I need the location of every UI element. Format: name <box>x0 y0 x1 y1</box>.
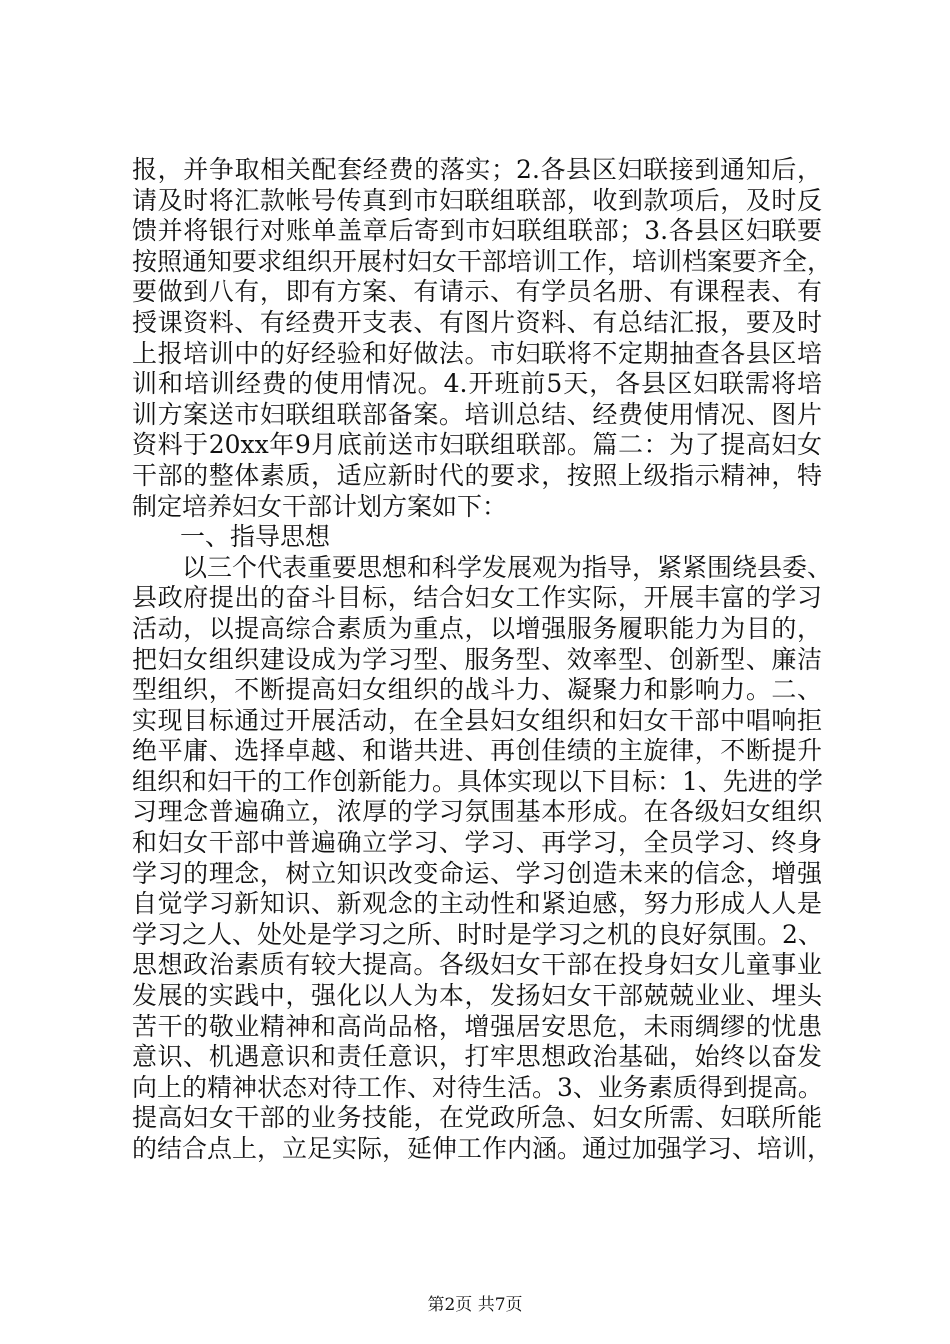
text-line: 的结合点上，立足实际，延伸工作内涵。通过加强学习、培训， <box>132 1134 833 1163</box>
text-line: 按照通知要求组织开展村妇女干部培训工作，培训档案要齐全， <box>132 246 833 276</box>
text-line: 实现目标通过开展活动，在全县妇女组织和妇女干部中唱响拒 <box>132 705 822 735</box>
text-line: 型组织，不断提高妇女组织的战斗力、凝聚力和影响力。二、 <box>132 675 822 705</box>
text-line: 训和培训经费的使用情况。4.开班前5天，各县区妇联需将培 <box>132 369 822 399</box>
text-line: 县政府提出的奋斗目标，结合妇女工作实际，开展丰富的学习 <box>132 583 822 613</box>
text-line: 向上的精神状态对待工作、对待生活。3、业务素质得到提高。 <box>132 1072 823 1102</box>
document-body <box>132 155 833 1165</box>
text-line: 和妇女干部中普遍确立学习、学习、再学习，全员学习、终身 <box>132 828 822 858</box>
text-line: 要做到八有，即有方案、有请示、有学员名册、有课程表、有 <box>132 277 822 307</box>
text-line: 意识、机遇意识和责任意识，打牢思想政治基础，始终以奋发 <box>132 1042 822 1072</box>
text-line: 制定培养妇女干部计划方案如下： <box>132 491 508 521</box>
text-line: 苦干的敬业精神和高尚品格，增强居安思危，未雨绸缪的忧患 <box>132 1011 822 1041</box>
text-line: 思想政治素质有较大提高。各级妇女干部在投身妇女儿童事业 <box>132 950 822 980</box>
text-line: 上报培训中的好经验和好做法。市妇联将不定期抽查各县区培 <box>132 338 822 368</box>
text-line: 干部的整体素质，适应新时代的要求，按照上级指示精神，特 <box>132 460 822 490</box>
text-line: 提高妇女干部的业务技能，在党政所急、妇女所需、妇联所能 <box>132 1103 822 1133</box>
text-line: 训方案送市妇联组联部备案。培训总结、经费使用情况、图片 <box>132 399 822 429</box>
text-line: 报，并争取相关配套经费的落实；2.各县区妇联接到通知后， <box>132 155 822 184</box>
text-line: 学习之人、处处是学习之所、时时是学习之机的良好氛围。2、 <box>132 919 823 949</box>
text-line: 组织和妇干的工作创新能力。具体实现以下目标：1、先进的学 <box>132 766 823 796</box>
text-line: 请及时将汇款帐号传真到市妇联组联部，收到款项后，及时反 <box>132 185 822 215</box>
text-line: 资料于20xx年9月底前送市妇联组联部。篇二：为了提高妇女 <box>132 430 822 460</box>
text-line: 自觉学习新知识、新观念的主动性和紧迫感，努力形成人人是 <box>132 889 822 919</box>
text-line: 馈并将银行对账单盖章后寄到市妇联组联部；3.各县区妇联要 <box>132 216 822 246</box>
text-line: 活动，以提高综合素质为重点，以增强服务履职能力为目的， <box>132 613 822 643</box>
section-heading: 一、指导思想 <box>180 522 331 552</box>
text-line: 把妇女组织建设成为学习型、服务型、效率型、创新型、廉洁 <box>132 644 822 674</box>
text-line: 授课资料、有经费开支表、有图片资料、有总结汇报，要及时 <box>132 307 822 337</box>
text-line: 发展的实践中，强化以人为本，发扬妇女干部兢兢业业、埋头 <box>132 981 822 1011</box>
text-line: 绝平庸、选择卓越、和谐共进、再创佳绩的主旋律，不断提升 <box>132 736 822 766</box>
text-line: 以三个代表重要思想和科学发展观为指导，紧紧围绕县委、 <box>182 552 833 582</box>
text-line: 学习的理念，树立知识改变命运、学习创造未来的信念，增强 <box>132 858 822 888</box>
text-line: 习理念普遍确立，浓厚的学习氛围基本形成。在各级妇女组织 <box>132 797 822 827</box>
page-indicator: 第2页 共7页 <box>427 1295 523 1315</box>
